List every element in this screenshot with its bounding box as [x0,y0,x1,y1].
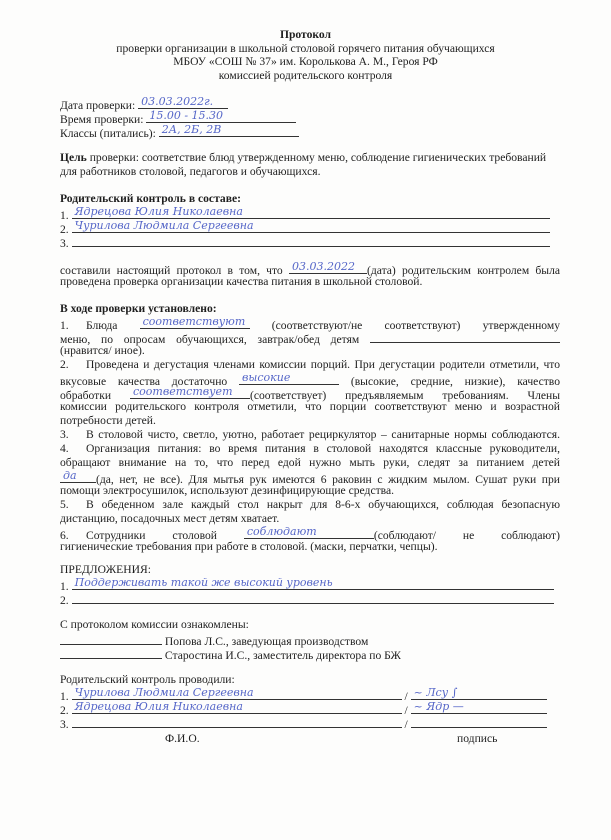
conducted-row: 3. / [60,715,560,729]
subtitle-1: проверки организации в школьной столовой горячего питания обучающихся [116,42,495,55]
finding-3: 3. В столовой чисто, светло, уютно, работает рециркулятор – санитарные нормы соблюдаются. [60,428,560,441]
finding-2-line-3: обработки соответствует (соответствует) предъявляемым требованиям. Члены [60,385,560,402]
goal-line-2: для работников столовой, педагогов и обучающихся. [60,165,321,178]
finding-6: 6. Сотрудники столовой соблюдают (соблюдают/ не соблюдают) [60,525,560,542]
finding-1-line-2: меню, по опросам обучающихся, завтрак/обед детям [60,330,560,344]
finding-2-line-5: потребности детей. [60,414,156,427]
date-row: Дата проверки: 03.03.2022г. [60,96,560,110]
signature: ~ Лсу ∫ [413,686,458,699]
doc-title: Протокол [279,28,332,41]
subtitle-2: МБОУ «СОШ № 37» им. Королькова А. М., Героя РФ [173,55,438,68]
signature-label: подпись [457,732,498,745]
finding-2-line-4: комиссии родительского контроля отметили, что порции соответствуют меню и возрастной [60,400,560,413]
statement-line-1: составили настоящий протокол в том, что 03.03.2022 (дата) родительским контролем была [60,260,560,277]
member-row: 2. Чурилова Людмила Сергеевна [60,220,560,234]
fio-label: Ф.И.О. [165,732,200,745]
goal-line-1: Цель проверки: соответствие блюд утвержденному меню, соблюдение гигиенических требований [60,151,547,164]
acquainted-row: Старостина И.С., заместитель директора по БЖ [60,646,560,660]
time-value: 15.00 - 15.30 [149,109,224,122]
finding-2: 2. Проведена и дегустация членами комиссии порций. При дегустации родители отметили, что [60,358,560,371]
proposals-title: ПРЕДЛОЖЕНИЯ: [60,563,151,576]
proposal-row: 1. Поддерживать такой же высокий уровень [60,577,560,591]
finding-4-line-4: помощи электросушилок, используют дезинфицирующие средства. [60,484,395,497]
finding-5: 5. В обеденном зале каждый стол накрыт для 8-6-х обучающихся, соблюдая безопасную [60,498,560,511]
proposal-row: 2. [60,591,560,605]
finding-1: 1. Блюда соответствуют (соответствуют/не соответствуют) утвержденному [60,315,560,332]
composition-title: Родительский контроль в составе: [60,192,241,205]
acquainted-title: С протоколом комиссии ознакомлены: [60,618,249,631]
findings-title: В ходе проверки установлено: [60,302,217,315]
conducted-row: 1. Чурилова Людмила Сергеевна / ~ Лсу ∫ [60,687,560,701]
member-row: 1. Ядрецова Юлия Николаевна [60,206,560,220]
statement-line-2: проведена проверка организации качества питания в школьной столовой. [60,275,423,288]
acquainted-row: Попова Л.С., заведующая производством [60,632,560,646]
finding-4-line-3: да (да, нет, не все). Для мытья рук имеются 6 раковин с жидким мылом. Сушат руки при [60,470,560,484]
finding-4: 4. Организация питания: во время питания в столовой находятся классные руководители, [60,442,560,455]
member-row: 3. [60,234,560,248]
finding-4-line-2: обращают внимание на то, что перед едой нужно мыть руки, следят за питанием детей [60,456,560,469]
classes-value: 2А, 2Б, 2В [161,123,222,136]
finding-2-line-2: вкусовые качества достаточно высокие (высокие, средние, низкие), качество [60,371,560,388]
subtitle-3: комиссией родительского контроля [218,69,393,82]
conducted-row: 2. Ядрецова Юлия Николаевна / ~ Ядр — [60,701,560,715]
classes-row: Классы (питались): 2А, 2Б, 2В [60,124,560,138]
finding-5-line-2: дистанцию, посадочных мест детям хватает. [60,512,280,525]
date-value: 03.03.2022г. [141,95,214,108]
finding-6-line-2: гигиенические требования при работе в столовой. (маски, перчатки, чепцы). [60,540,438,553]
finding-1-line-3: (нравится/ иное). [60,344,145,357]
time-row: Время проверки: 15.00 - 15.30 [60,110,560,124]
conducted-title: Родительский контроль проводили: [60,673,235,686]
signature: ~ Ядр — [413,700,464,713]
